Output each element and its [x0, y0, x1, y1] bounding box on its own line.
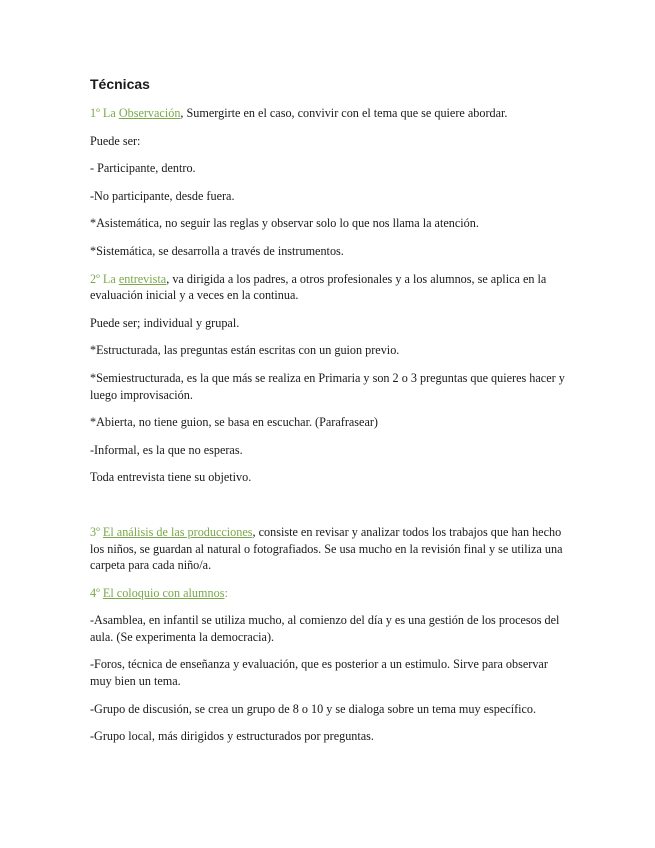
paragraph: -Grupo local, más dirigidos y estructurados por preguntas. — [90, 729, 374, 744]
paragraph: *Abierta, no tiene guion, se basa en escuchar. (Parafrasear) — [90, 415, 378, 430]
paragraph: Puede ser; individual y grupal. — [90, 315, 240, 330]
document-body — [90, 74, 570, 756]
technique-1-heading — [90, 105, 570, 122]
technique-3-text: , consiste en revisar y analizar todos los trabajos que han hecho los niños, se guardan al natural o fotografiados. Se usa mucho en la revisión final y se utiliza una carpeta para cada niño/a. — [90, 524, 563, 573]
technique-4-colon: : — [224, 585, 228, 600]
paragraph: Puede ser: — [90, 133, 141, 148]
paragraph: -Informal, es la que no esperas. — [90, 442, 243, 457]
technique-4-heading — [90, 585, 570, 602]
paragraph: -Foros, técnica de enseñanza y evaluación, que es posterior a un estimulo. Sirve para observar muy bien un tema. — [90, 657, 548, 689]
technique-1-text: , Sumergirte en el caso, convivir con el tema que se quiere abordar. — [180, 106, 508, 120]
technique-4-link[interactable]: El coloquio con alumnos — [102, 585, 225, 600]
section-title: Técnicas — [90, 76, 150, 92]
paragraph: *Asistemática, no seguir las reglas y observar solo lo que nos llama la atención. — [90, 216, 479, 231]
technique-2-heading — [90, 271, 570, 304]
technique-2-number: 2º La — [90, 271, 119, 286]
technique-3-number: 3º — [90, 524, 103, 539]
paragraph: -Grupo de discusión, se crea un grupo de 8 o 10 y se dialoga sobre un tema muy específico. — [90, 701, 537, 716]
paragraph: - Participante, dentro. — [90, 161, 196, 176]
paragraph: Toda entrevista tiene su objetivo. — [90, 470, 252, 485]
paragraph: *Sistemática, se desarrolla a través de instrumentos. — [90, 243, 344, 258]
paragraph: *Estructurada, las preguntas están escritas con un guion previo. — [90, 343, 400, 358]
technique-4-number: 4º — [90, 585, 103, 600]
technique-2-link[interactable]: entrevista — [118, 271, 167, 286]
paragraph: -No participante, desde fuera. — [90, 188, 235, 203]
paragraph: -Asamblea, en infantil se utiliza mucho, al comienzo del día y es una gestión de los procesos del aula. (Se experimenta la democracia). — [90, 613, 560, 644]
technique-2-text: , va dirigida a los padres, a otros profesionales y a los alumnos, se aplica en la evaluación inicial y a veces en la continua. — [90, 271, 547, 303]
technique-1-link[interactable]: Observación — [118, 106, 181, 120]
technique-1-number: 1º La — [90, 106, 119, 120]
paragraph: *Semiestructurada, es la que más se realiza en Primaria y son 2 o 3 preguntas que quieres hacer y luego improvisación. — [90, 370, 565, 402]
blank-line — [90, 497, 570, 524]
technique-3-heading — [90, 524, 570, 574]
technique-3-link[interactable]: El análisis de las producciones — [102, 524, 253, 539]
